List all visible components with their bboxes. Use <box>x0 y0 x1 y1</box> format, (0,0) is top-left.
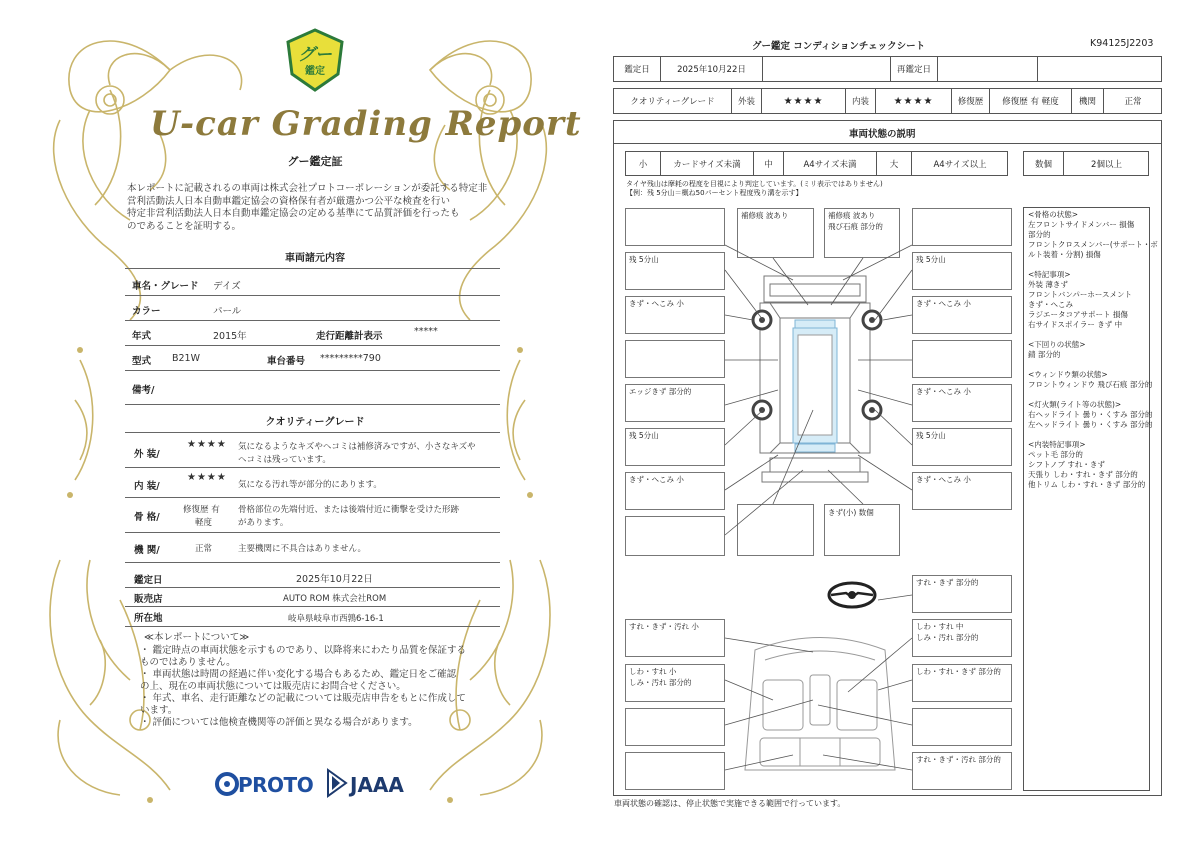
mileage-value: ***** <box>414 326 438 337</box>
divider <box>125 268 500 269</box>
count-desc: 2個以上 <box>1091 159 1122 170</box>
specs-title: 車両諸元内容 <box>285 253 345 264</box>
date-value: 2025年10月22日 <box>661 57 763 81</box>
note-line: ・ 年式、車名、走行距離などの記載については販売店申告をもとに作成して <box>140 693 466 704</box>
size-large-desc: A4サイズ以上 <box>933 159 987 170</box>
divider <box>125 345 500 346</box>
notes-line: 他トリム しわ・すれ・きず 部分的 <box>1028 480 1146 489</box>
notes-line: <骨格の状態> <box>1028 210 1079 219</box>
notes-line: フロントクロスメンバー(サポート・ボ <box>1028 240 1158 249</box>
note-line: います。 <box>140 705 178 716</box>
notes-line <box>1028 330 1158 340</box>
divider <box>125 606 500 607</box>
ext-note: 補修痕 波あり <box>828 211 876 220</box>
int-note: しみ・汚れ 部分的 <box>916 633 979 642</box>
ext-note: きず(小) 数個 <box>828 508 874 517</box>
engine-value: 正常 <box>1124 97 1142 107</box>
color-label: カラー <box>132 306 161 317</box>
note-line: の上、現在の車両状態については販売店にお問合せください。 <box>140 681 406 692</box>
interior-pointer-lines <box>613 580 1023 790</box>
notes-line: 左フロントサイドメンバー 損傷 <box>1028 220 1135 229</box>
notes-line <box>1028 260 1158 270</box>
divider <box>125 404 500 405</box>
certificate-intro <box>127 183 507 233</box>
intro-line: 特定非営利活動法人日本自動車鑑定協会の定める基準にて品質評価を行ったも <box>127 208 460 219</box>
model-value: B21W <box>172 353 200 364</box>
notes-line: 天張り しわ・すれ・きず 部分的 <box>1028 470 1138 479</box>
interior-stars: ★★★★ <box>187 472 227 483</box>
divider <box>125 626 500 627</box>
size-mid-desc: A4サイズ未満 <box>784 152 877 175</box>
divider <box>613 143 1162 144</box>
repair-value: 修復歴 有 軽度 <box>990 89 1072 113</box>
certificate-title: グー鑑定証 <box>287 155 343 168</box>
size-legend <box>625 151 1008 176</box>
quality-label: クオリティーグレード <box>614 89 732 113</box>
int-note: すれ・きず 部分的 <box>916 578 979 587</box>
repair-label: 修復歴 <box>952 89 990 113</box>
note-line: ものではありません。 <box>140 657 236 668</box>
date-value: 2025年10月22日 <box>296 574 373 585</box>
interior-label: 内装 <box>846 89 876 113</box>
notes-line: きず・へこみ <box>1028 300 1073 309</box>
exterior-label: 外装 <box>732 89 762 113</box>
int-note: しわ・すれ・きず 部分的 <box>916 667 1001 676</box>
notes-line: ラジエータコアサポート 損傷 <box>1028 310 1128 319</box>
ext-note: 補修痕 波あり <box>741 211 789 220</box>
ext-note: エッジきず 部分的 <box>629 387 692 396</box>
note-line: ・ 車両状態は時間の経過に伴い変化する場合もあるため、鑑定日をご確認 <box>140 669 457 680</box>
exterior-desc: 気になるようなキズやヘコミは補修済みですが、小さなキズや <box>238 442 476 452</box>
frame-value: 軽度 <box>195 518 213 528</box>
notes-line: 右サイドスポイラー きず 中 <box>1028 320 1123 329</box>
engine-desc: 主要機関に不具合はありません。 <box>238 544 367 554</box>
note-line: ・ 評価については他検査機関等の評価と異なる場合があります。 <box>140 717 418 728</box>
color-value: パール <box>213 306 242 317</box>
engine-label: 機 関/ <box>134 545 160 556</box>
ext-note: きず・へこみ 小 <box>916 475 971 484</box>
grade-row <box>613 88 1162 114</box>
date-label: 鑑定日 <box>614 57 661 81</box>
mileage-label: 走行距離計表示 <box>316 331 383 342</box>
notes-line <box>1028 360 1158 370</box>
condition-title: 車両状態の説明 <box>849 129 916 140</box>
exterior-pointer-lines <box>613 200 1023 570</box>
interior-label: 内 装/ <box>134 481 160 492</box>
engine-value: 正常 <box>195 544 213 554</box>
notes-line: フロントウィンドウ 飛び石痕 部分的 <box>1028 380 1153 389</box>
chassis-value: *********790 <box>320 353 381 364</box>
count-label: 数個 <box>1024 152 1064 175</box>
exterior-desc: ヘコミは残っています。 <box>238 455 331 465</box>
notes-line <box>1028 390 1158 400</box>
frame-value: 修復歴 有 <box>183 505 220 515</box>
frame-desc: 骨格部位の先端付近、または後端付近に衝撃を受けた形跡 <box>238 505 460 515</box>
ext-note: きず・へこみ 小 <box>916 387 971 396</box>
divider <box>125 587 500 588</box>
model-label: 型式 <box>132 356 152 367</box>
notes-list <box>140 645 500 729</box>
size-large: 大 <box>877 152 912 175</box>
size-small-desc: カードサイズ未満 <box>661 152 754 175</box>
notes-line: <特記事項> <box>1028 270 1071 279</box>
notes-line: <下回りの状態> <box>1028 340 1086 349</box>
notes-line: <内装特記事項> <box>1028 440 1086 449</box>
dealer-label: 販売店 <box>134 594 163 605</box>
frame-desc: があります。 <box>238 518 289 528</box>
notes-line: フロントバンパーホースメント <box>1028 290 1132 299</box>
intro-line: 営利活動法人日本自動車鑑定協会の資格保有者が厳選かつ公平な検査を行い <box>127 195 451 207</box>
divider <box>125 432 500 433</box>
name-value: デイズ <box>213 281 241 292</box>
intro-line: 本レポートに記載されるの車両は株式会社プロトコーポレーションが委託する特定非 <box>127 183 488 194</box>
logo-sub: 鑑定 <box>305 66 325 77</box>
sheet-title: グー鑑定 コンディションチェックシート <box>752 41 926 52</box>
count-legend <box>1023 151 1149 176</box>
dealer-value: AUTO ROM 株式会社ROM <box>283 594 387 604</box>
frame-label: 骨 格/ <box>134 512 160 523</box>
notes-line: ルト装着・分割) 損傷 <box>1028 250 1101 259</box>
ext-note: 飛び石痕 部分的 <box>828 222 883 231</box>
blank-cell <box>763 57 891 81</box>
notes-line: 右ヘッドライト 曇り・くすみ 部分的 <box>1028 410 1153 419</box>
interior-stars: ★★★★ <box>876 89 952 113</box>
int-note: しわ・すれ 小 <box>629 667 677 676</box>
notes-line <box>1028 430 1158 440</box>
divider <box>125 320 500 321</box>
divider <box>125 562 500 563</box>
divider <box>125 467 500 468</box>
jaaa-logo-icon <box>326 768 348 798</box>
notes-list <box>1028 210 1158 490</box>
ext-note: 残 5分山 <box>629 255 659 264</box>
year-label: 年式 <box>132 331 152 342</box>
ext-note: きず・へこみ 小 <box>916 299 971 308</box>
size-mid: 中 <box>754 152 784 175</box>
divider <box>125 497 500 498</box>
ext-note: きず・へこみ 小 <box>629 299 684 308</box>
ext-note: 残 5分山 <box>629 431 659 440</box>
int-note: しみ・汚れ 部分的 <box>629 678 692 687</box>
divider <box>125 370 500 371</box>
notes-line: 錆 部分的 <box>1028 350 1061 359</box>
notes-line: ペット毛 部分的 <box>1028 450 1083 459</box>
chassis-label: 車台番号 <box>267 356 306 367</box>
exterior-stars: ★★★★ <box>187 439 227 450</box>
tire-note: タイヤ残山は摩耗の程度を目視により判定しています。(ミリ表示ではありません) <box>626 180 883 188</box>
date-label: 鑑定日 <box>134 575 163 586</box>
logo-text: グー <box>298 45 332 65</box>
notes-line: 部分的 <box>1028 230 1051 239</box>
note-line: ・ 鑑定時点の車両状態を示すものであり、以降将来にわたり品質を保証する <box>140 645 467 656</box>
interior-desc: 気になる汚れ等が部分的にあります。 <box>238 480 382 490</box>
quality-title: クオリティーグレード <box>265 417 365 428</box>
int-note: しわ・すれ 中 <box>916 622 964 631</box>
size-small: 小 <box>626 152 661 175</box>
notes-line: <ウィンドウ類の状態> <box>1028 370 1108 379</box>
notes-line: 外装 薄きず <box>1028 280 1068 289</box>
address-value: 岐阜県岐阜市西鶉6-16-1 <box>288 614 384 624</box>
int-note: すれ・きず・汚れ 小 <box>629 622 699 631</box>
notes-title: ≪本レポートについて≫ <box>144 632 250 643</box>
divider <box>125 295 500 296</box>
int-note: すれ・きず・汚れ 部分的 <box>916 755 1001 764</box>
ext-note: 残 5分山 <box>916 431 946 440</box>
jaaa-logo: JAAA <box>350 773 404 797</box>
tire-note: 【例：残 5分山＝概ね50パーセント程度残り溝を示す】 <box>626 189 803 197</box>
remarks-label: 備考/ <box>132 385 155 396</box>
date-row <box>613 56 1162 82</box>
name-label: 車名・グレード <box>132 281 199 292</box>
sheet-footer: 車両状態の確認は、停止状態で実施できる範囲で行っています。 <box>614 799 846 808</box>
divider <box>125 532 500 533</box>
engine-label: 機関 <box>1072 89 1104 113</box>
report-script-title: U-car Grading Report <box>150 104 582 144</box>
reinspect-value <box>938 57 1038 81</box>
ext-note: 残 5分山 <box>916 255 946 264</box>
sheet-id: K94125J2203 <box>1090 38 1154 49</box>
reinspect-label: 再鑑定日 <box>891 57 938 81</box>
address-label: 所在地 <box>134 613 163 624</box>
ext-note: きず・へこみ 小 <box>629 475 684 484</box>
proto-logo: PROTO <box>238 773 314 797</box>
notes-line: 左ヘッドライト 曇り・くすみ 部分的 <box>1028 420 1153 429</box>
exterior-stars: ★★★★ <box>762 89 846 113</box>
notes-line: シフトノブ すれ・きず <box>1028 460 1105 469</box>
intro-line: のであることを証明する。 <box>127 220 242 232</box>
notes-line: <灯火類(ライト等の状態)> <box>1028 400 1122 409</box>
proto-logo-icon <box>214 771 240 797</box>
year-value: 2015年 <box>213 331 247 342</box>
exterior-label: 外 装/ <box>134 449 160 460</box>
